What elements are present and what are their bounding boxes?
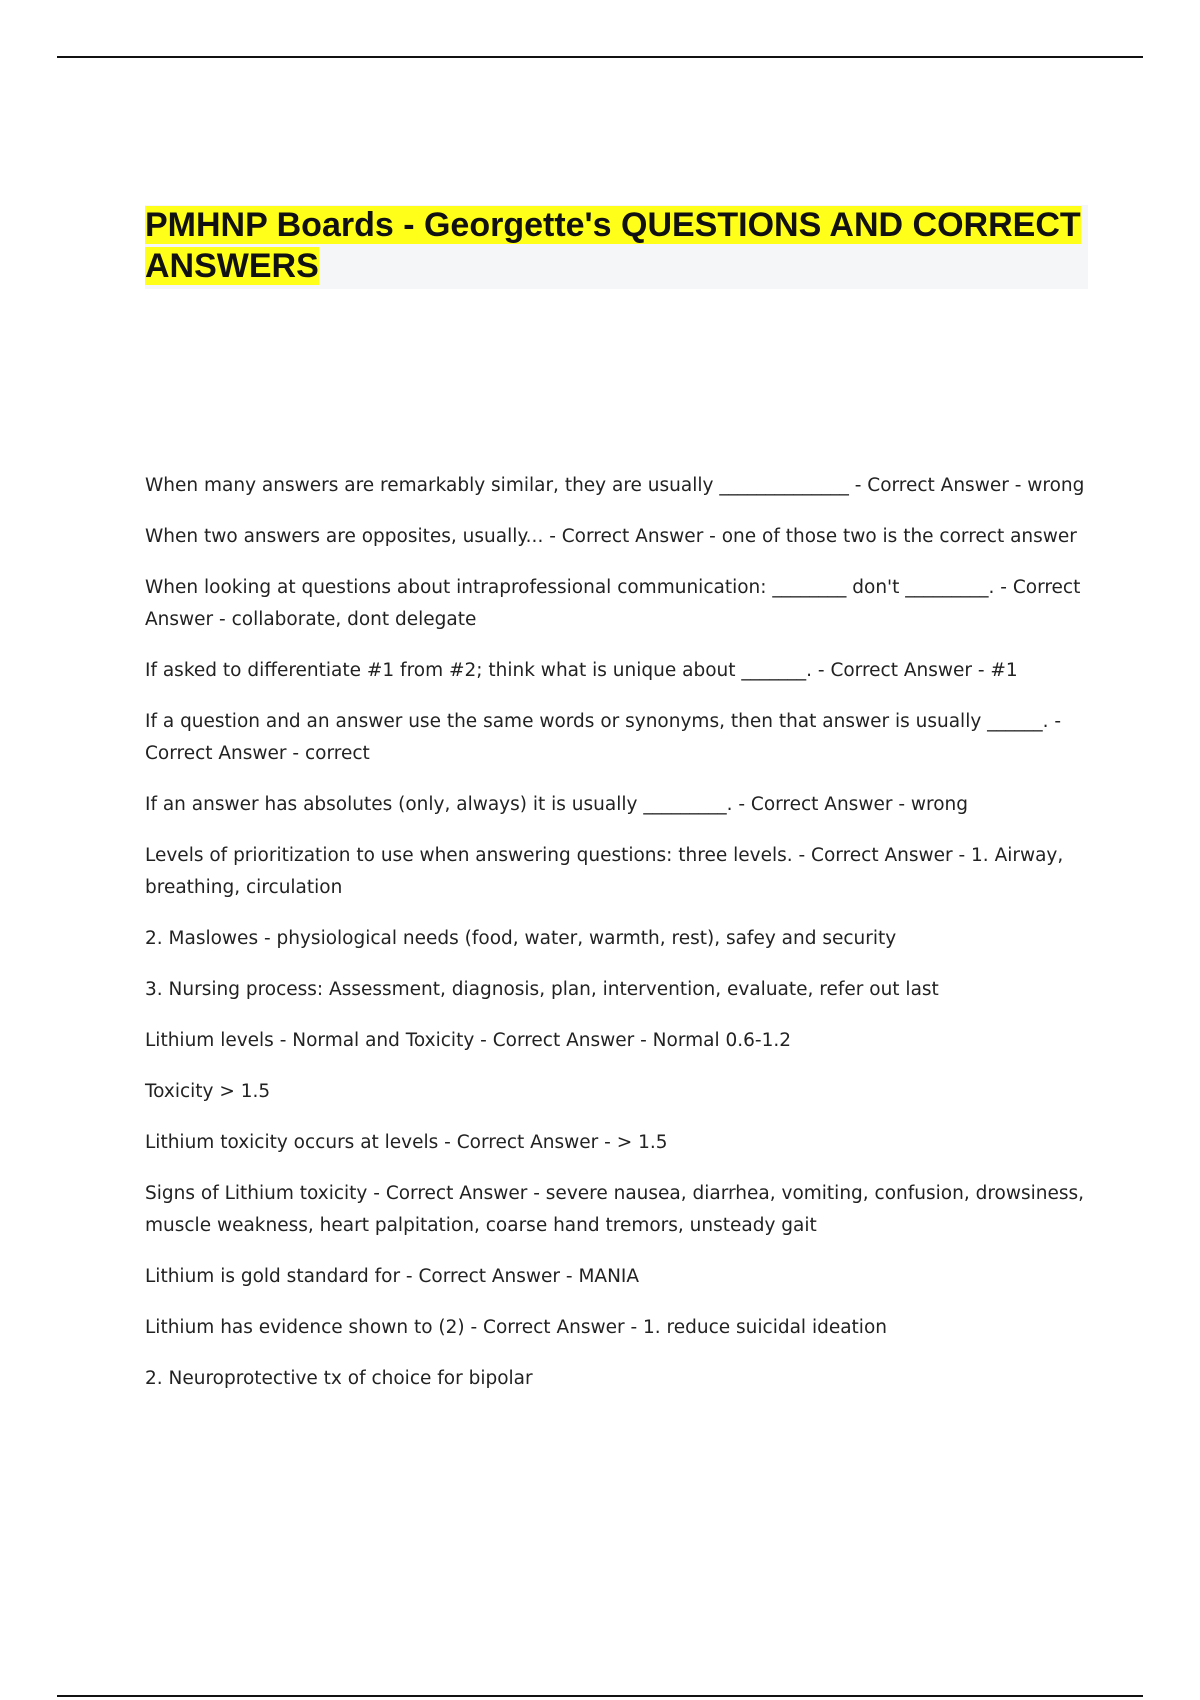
qa-item: 2. Neuroprotective tx of choice for bipolar (145, 1368, 533, 1389)
qa-item: 2. Maslowes - physiological needs (food, water, warmth, rest), safey and security (145, 928, 897, 949)
qa-item: When looking at questions about intraprofessional communication: ________ don't _________. - Correct Answer - collaborate, dont delegate (145, 577, 1081, 630)
document-title-text: PMHNP Boards - Georgette's QUESTIONS AND CORRECT ANSWERS (145, 206, 1081, 285)
qa-item: Lithium levels - Normal and Toxicity - Correct Answer - Normal 0.6-1.2 (145, 1030, 792, 1051)
qa-list (145, 470, 1085, 1414)
qa-item: Toxicity > 1.5 (145, 1081, 271, 1102)
header-rule (57, 56, 1143, 58)
qa-item: If asked to differentiate #1 from #2; think what is unique about _______. - Correct Answer - #1 (145, 660, 1018, 681)
qa-item: Levels of prioritization to use when answering questions: three levels. - Correct Answer - 1. Airway, breathing, circulation (145, 845, 1064, 898)
qa-item: 3. Nursing process: Assessment, diagnosis, plan, intervention, evaluate, refer out last (145, 979, 939, 1000)
qa-item: If a question and an answer use the same words or synonyms, then that answer is usually ______. - Correct Answer - correct (145, 711, 1062, 764)
qa-item: If an answer has absolutes (only, always) it is usually _________. - Correct Answer - wrong (145, 794, 968, 815)
qa-item: Lithium is gold standard for - Correct Answer - MANIA (145, 1266, 640, 1287)
qa-item: When many answers are remarkably similar, they are usually ______________ - Correct Answer - wrong (145, 475, 1085, 496)
footer-rule (57, 1695, 1143, 1697)
qa-item: Lithium toxicity occurs at levels - Correct Answer - > 1.5 (145, 1132, 668, 1153)
qa-item: Lithium has evidence shown to (2) - Correct Answer - 1. reduce suicidal ideation (145, 1317, 887, 1338)
document-title (145, 205, 1088, 287)
qa-item: Signs of Lithium toxicity - Correct Answer - severe nausea, diarrhea, vomiting, confusion, drowsiness, muscle weakness, heart palpitation, coarse hand tremors, unsteady gait (145, 1183, 1085, 1236)
qa-item: When two answers are opposites, usually... - Correct Answer - one of those two is the correct answer (145, 526, 1077, 547)
